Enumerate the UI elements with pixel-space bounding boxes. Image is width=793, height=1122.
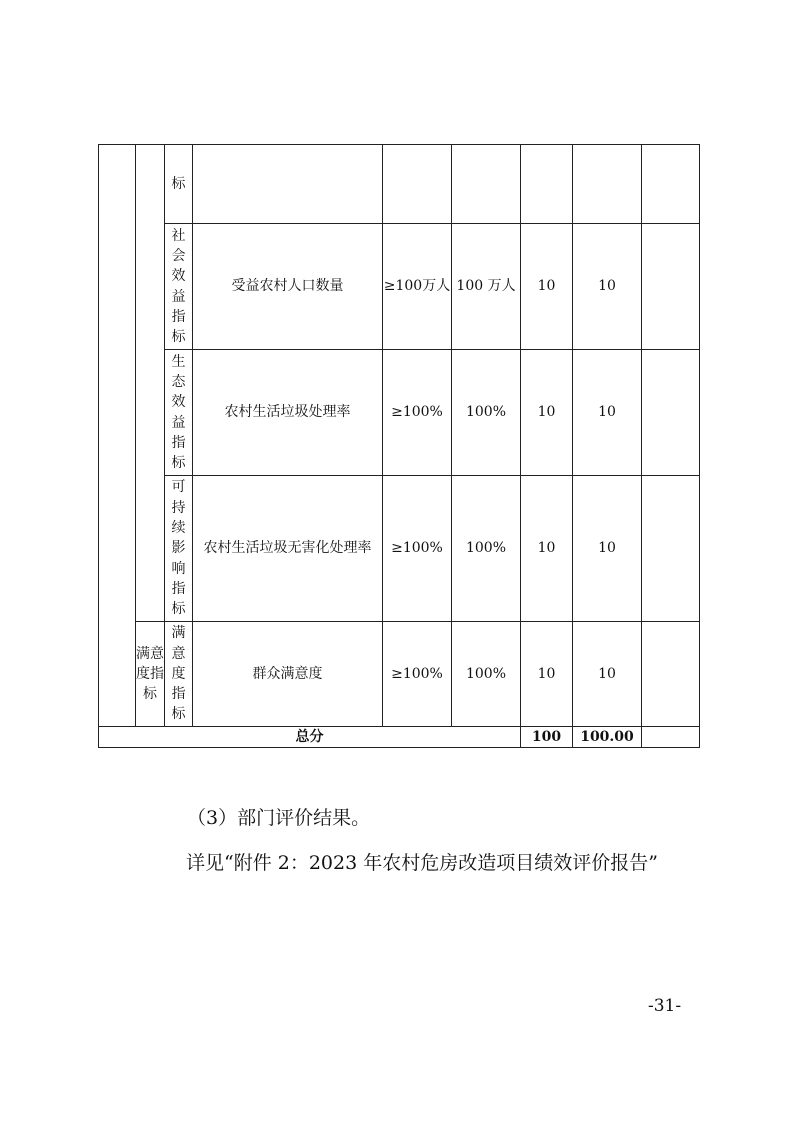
total-score: 100.00	[573, 727, 642, 748]
reference-paragraph: 详见“附件 2：2023 年农村危房改造项目绩效评价报告”	[186, 852, 658, 874]
note-cell	[642, 224, 700, 350]
table-row	[99, 476, 700, 622]
note-cell	[642, 476, 700, 622]
table-row	[99, 350, 700, 476]
level1-cell	[99, 145, 136, 727]
actual-cell: 100%	[452, 476, 521, 622]
score-cell	[573, 145, 642, 224]
score-cell: 10	[573, 476, 642, 622]
weight-cell: 10	[521, 224, 573, 350]
total-label: 总分	[99, 727, 521, 748]
actual-cell: 100 万人	[452, 224, 521, 350]
level2-cell: 满意度指标	[136, 622, 165, 727]
indicator-cell	[193, 145, 383, 224]
table-row	[99, 145, 700, 224]
indicator-cell: 群众满意度	[193, 622, 383, 727]
actual-cell: 100%	[452, 622, 521, 727]
note-cell	[642, 145, 700, 224]
note-cell	[642, 350, 700, 476]
page-number: -31-	[648, 996, 682, 1016]
level2-cell	[136, 145, 165, 622]
level3-cell: 标	[165, 145, 193, 224]
level3-cell: 生态效益指标	[165, 350, 193, 476]
score-cell: 10	[573, 350, 642, 476]
level3-cell: 社会效益指标	[165, 224, 193, 350]
score-cell: 10	[573, 622, 642, 727]
indicator-cell: 受益农村人口数量	[193, 224, 383, 350]
performance-table	[98, 144, 700, 748]
table-row	[99, 622, 700, 727]
section-heading: （3）部门评价结果。	[187, 807, 371, 829]
target-cell: ≥100%	[383, 622, 452, 727]
weight-cell: 10	[521, 476, 573, 622]
level3-cell: 可持续影响指标	[165, 476, 193, 622]
weight-cell: 10	[521, 622, 573, 727]
target-cell: ≥100%	[383, 350, 452, 476]
total-weight: 100	[521, 727, 573, 748]
note-cell	[642, 622, 700, 727]
total-row	[99, 727, 700, 748]
weight-cell	[521, 145, 573, 224]
indicator-cell: 农村生活垃圾处理率	[193, 350, 383, 476]
target-cell	[383, 145, 452, 224]
target-cell: ≥100万人	[383, 224, 452, 350]
note-cell	[642, 727, 700, 748]
actual-cell	[452, 145, 521, 224]
score-cell: 10	[573, 224, 642, 350]
weight-cell: 10	[521, 350, 573, 476]
target-cell: ≥100%	[383, 476, 452, 622]
level3-cell: 满意度指标	[165, 622, 193, 727]
actual-cell: 100%	[452, 350, 521, 476]
indicator-cell: 农村生活垃圾无害化处理率	[193, 476, 383, 622]
table-row	[99, 224, 700, 350]
